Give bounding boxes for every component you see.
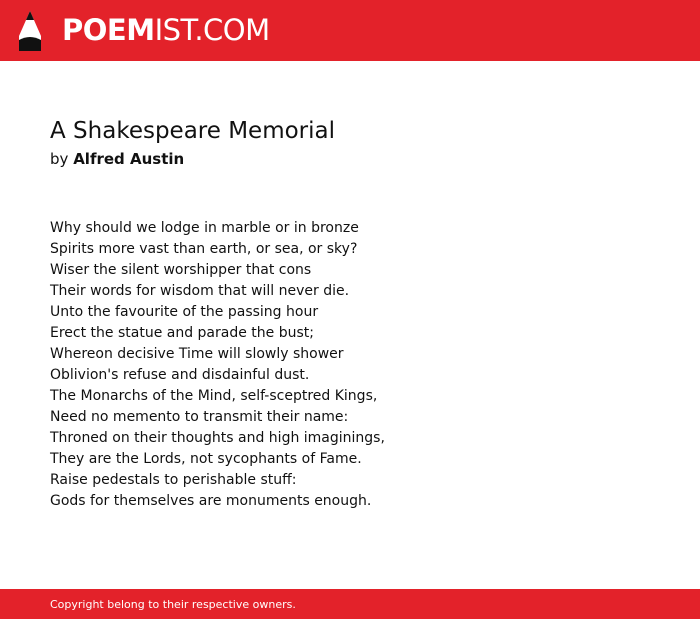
copyright-notice: Copyright belong to their respective owners.	[50, 598, 296, 611]
poem-line: Why should we lodge in marble or in bronze	[50, 220, 359, 236]
poem-line: Oblivion's refuse and disdainful dust.	[50, 367, 310, 383]
poem-title: A Shakespeare Memorial	[50, 118, 336, 144]
poem-line: The Monarchs of the Mind, self-sceptred Kings,	[50, 388, 378, 404]
poem-line: Raise pedestals to perishable stuff:	[50, 472, 297, 488]
site-header	[0, 0, 700, 61]
site-footer	[0, 589, 700, 619]
poem-line: Need no memento to transmit their name:	[50, 409, 349, 425]
poem-body	[50, 218, 385, 512]
by-label: by	[50, 150, 69, 168]
site-logo[interactable]	[62, 11, 270, 49]
logo-text-light: IST.COM	[154, 13, 270, 47]
poem-line: Whereon decisive Time will slowly shower	[50, 346, 344, 362]
poem-line: Gods for themselves are monuments enough.	[50, 493, 372, 509]
poem-line: Wiser the silent worshipper that cons	[50, 262, 312, 278]
byline	[50, 149, 184, 169]
pencil-tip-icon[interactable]	[18, 10, 42, 52]
poem-line: Spirits more vast than earth, or sea, or sky?	[50, 241, 358, 257]
poem-line: Their words for wisdom that will never die.	[50, 283, 350, 299]
logo-text-bold: POEM	[62, 13, 155, 47]
poem-author: Alfred Austin	[73, 150, 185, 168]
poem-line: Throned on their thoughts and high imaginings,	[50, 430, 385, 446]
poem-line: Erect the statue and parade the bust;	[50, 325, 314, 341]
poem-line: Unto the favourite of the passing hour	[50, 304, 319, 320]
poem-line: They are the Lords, not sycophants of Fame.	[50, 451, 362, 467]
